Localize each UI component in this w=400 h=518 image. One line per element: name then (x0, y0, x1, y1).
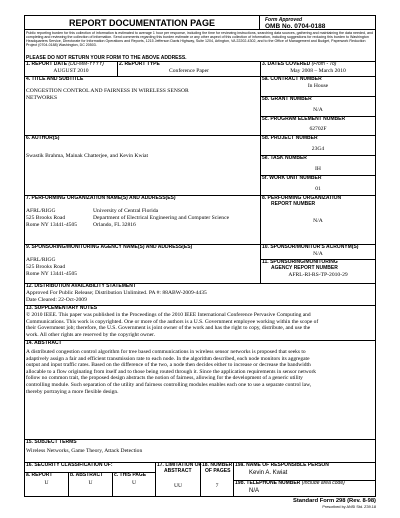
report-class-value: U (44, 480, 49, 486)
sponsor-report-number-value: AFRL-RI-RS-TP-2010-29 (288, 272, 348, 278)
abstract-class-value: U (88, 480, 93, 486)
header-omb-box (259, 15, 376, 30)
performing-report-label-1: 8. PERFORMING ORGANIZATION (262, 195, 342, 201)
performing-org-box (24, 195, 261, 245)
performing-org-left-3: Rome NY 13441-4505 (26, 222, 78, 228)
this-page-class-label: c. THIS PAGE (114, 472, 147, 478)
performing-report-number-box (260, 195, 376, 245)
work-unit-label: 5f. WORK UNIT NUMBER (262, 175, 322, 181)
sponsoring-agency-line-1: AFRL/RIGG (26, 257, 56, 263)
report-documentation-page (24, 15, 376, 507)
limitation-label-2: ABSTRACT (164, 467, 192, 474)
abstract-line-4: allocable to a flow originating from itself and to those being routed through it. Since the application requirements in sensor network (26, 368, 317, 375)
contract-number-label: 5a. CONTRACT NUMBER (262, 76, 322, 82)
report-date-hint: (DD-MM-YYYY) (68, 61, 104, 67)
responsible-person-value: Kevin A. Kwiat (249, 470, 288, 476)
title-line-2: NETWORKS (26, 94, 58, 101)
do-not-return-notice: PLEASE DO NOT RETURN YOUR FORM TO THE ABOVE ADDRESS. (26, 55, 187, 61)
dates-covered-box (260, 61, 376, 77)
sponsor-report-number-box (260, 259, 376, 284)
sponsoring-agency-line-3: Rome NY 13441-4505 (26, 271, 78, 277)
report-type-value: Conference Paper (169, 68, 209, 74)
abstract-line-2: adaptively assign a fair and efficient transmission rate to each node. In the algorithm described, each node monitors its aggregate (26, 355, 310, 362)
supplementary-notes-line-2: Communications. This work is copyrighted. One or more of the authors is a U.S. Government employee working within the scope of (26, 318, 319, 325)
title-line-1: CONGESTION CONTROL AND FAIRNESS IN WIRELESS SENSOR (26, 88, 189, 94)
report-date-box (24, 61, 118, 77)
task-number-value: IH (315, 166, 321, 172)
abstract-line-1: A distributed congestion control algorithm for tree based communications in wireless sensor networks is proposed that seeks to (26, 349, 306, 355)
task-number-label: 5e. TASK NUMBER (262, 155, 307, 161)
performing-org-left-2: 525 Brooks Road (26, 215, 66, 221)
title-subtitle-label: 4. TITLE AND SUBTITLE (26, 76, 84, 82)
abstract-line-6: controlling module. Such separation of the utility and fairness controlling modules enables each one to use a separate control law, (26, 382, 312, 388)
report-date-label: 1. REPORT DATE (26, 61, 68, 67)
subject-terms-label: 15. SUBJECT TERMS (26, 439, 77, 445)
telephone-box (233, 480, 376, 497)
authors-label: 6. AUTHOR(S) (26, 135, 60, 141)
contract-number-box (260, 76, 376, 97)
abstract-class-label: b. ABSTRACT (70, 472, 104, 478)
grant-number-value: N/A (313, 107, 323, 113)
page-title: REPORT DOCUMENTATION PAGE (69, 18, 215, 28)
program-element-value: 62702F (309, 126, 327, 132)
this-page-class-box (112, 472, 156, 497)
abstract-label: 14. ABSTRACT (26, 340, 62, 346)
program-element-box (260, 116, 376, 136)
work-unit-value: 01 (315, 186, 321, 192)
distribution-line-2: Date Cleared: 22-Oct-2009 (26, 297, 87, 303)
performing-org-right-1: University of Central Florida (93, 208, 159, 214)
project-number-box (260, 135, 376, 156)
report-class-box (24, 472, 69, 497)
number-of-pages-label-1: 18. NUMBER (202, 462, 233, 468)
form-approved-label: Form Approved (265, 17, 303, 23)
dates-covered-label: 3. DATES COVERED (262, 61, 311, 67)
responsible-person-label: 19a. NAME OF RESPONSIBLE PERSON (235, 462, 329, 468)
report-class-label: a. REPORT (26, 472, 53, 478)
subject-terms-value: Wireless Networks, Game Theory, Attack Detection (26, 448, 143, 454)
title-subtitle-box (24, 76, 261, 136)
header-title-box (24, 15, 260, 30)
sponsor-acronym-label: 10. SPONSOR/MONITOR'S ACRONYM(S) (262, 244, 359, 250)
limitation-label-1: 17. LIMITATION OF (157, 462, 202, 468)
distribution-line-1: Approved For Public Release; Distribution Unlimited. PA #: 88ABW-2009-4435 (26, 290, 207, 296)
dates-covered-hint: (From - To) (311, 61, 337, 67)
project-number-label: 5d. PROJECT NUMBER (262, 135, 318, 141)
performing-org-left-1: AFRL/RIGG (26, 208, 56, 214)
distribution-label: 12. DISTRIBUTION AVAILABILITY STATEMENT (26, 283, 136, 289)
sponsoring-agency-box (24, 244, 261, 284)
telephone-value: N/A (249, 488, 260, 494)
abstract-class-box (68, 472, 113, 497)
performing-report-label-2: REPORT NUMBER (271, 200, 316, 207)
authors-value: Swastik Brahma, Mainak Chatterjee, and Kevin Kwiat (26, 153, 149, 159)
telephone-hint: (Include area code) (301, 480, 345, 486)
this-page-class-value: U (131, 480, 137, 486)
abstract-line-5: follow no common trait, the proposed design abstracts the notion of fairness, allowing for the development of a generic utility (26, 375, 303, 382)
supplementary-notes-line-3: their Government job; therefore, the U.S. Government is joint owner of the work and has the right to copy, distribute, and use the (26, 325, 311, 332)
telephone-label: 19b. TELEPHONE NUMBER (235, 480, 301, 486)
performing-org-right-3: Orlando, FL 32816 (93, 222, 136, 228)
sponsor-acronym-box (260, 244, 376, 260)
supplementary-notes-line-4: work. All other rights are reserved by the copyright owner. (26, 331, 156, 338)
supplementary-notes-box (24, 305, 376, 341)
abstract-line-3: output and input traffic rates. Based on the difference of the two, a node then decides either to increase or decrease the bandwidth (26, 362, 311, 369)
contract-number-value: In House (307, 83, 329, 89)
abstract-line-7: thereby portraying a more flexible design. (26, 388, 119, 395)
sponsor-acronym-value: N/A (313, 251, 323, 257)
number-of-pages-box (200, 462, 234, 497)
sponsoring-agency-line-2: 525 Brooks Road (26, 264, 66, 270)
security-classification-label: 16. SECURITY CLASSIFICATION OF: (26, 462, 113, 468)
dates-covered-value: May 2008 – March 2010 (290, 68, 346, 74)
sponsor-report-label-2: AGENCY REPORT NUMBER (271, 264, 338, 271)
task-number-box (260, 155, 376, 176)
omb-number: OMB No. 0704-0188 (265, 22, 326, 30)
performing-report-number-value: N/A (313, 218, 323, 224)
project-number-value: 23G4 (311, 146, 325, 152)
authors-box (24, 135, 261, 196)
subject-terms-box (24, 439, 376, 463)
limitation-value: UU (173, 483, 183, 489)
performing-org-right-2: Department of Electrical Engineering and Computer Science (93, 215, 230, 221)
limitation-box (155, 462, 201, 497)
grant-number-box (260, 96, 376, 117)
supplementary-notes-label: 13. SUPPLEMENTARY NOTES (26, 305, 98, 311)
responsible-person-box (233, 462, 376, 481)
standard-form-label: Standard Form 298 (Rev. 8-98) (292, 498, 376, 504)
burden-statement: Public reporting burden for this collection of information is estimated to average 1 hour per response, including the time for reviewing instructions, searching data sources, gathering and maintaining the data needed, and completing and reviewing the collection of information. Send comments regarding this burden estimate or any other aspect of this collection of information, including suggestions for reducing this burden to Washington Headquarters Service, Directorate for Information Operations and Reports, 1215 Jefferson Davis Highway, Suite 1204, Arlington, VA 22202-4302, and to the Office of Management and Budget, Paperwork Reduction Project (0704-0188) Washington, DC 20503. (26, 31, 374, 48)
report-date-value: AUGUST 2010 (53, 68, 89, 74)
performing-org-label: 7. PERFORMING ORGANIZATION NAME(S) AND ADDRESS(ES) (26, 195, 176, 201)
number-of-pages-label-2: OF PAGES (205, 467, 231, 474)
prescribed-by-label: Prescribed by ANSI Std. Z39.18 (322, 505, 376, 509)
supplementary-notes-line-1: © 2010 IEEE. This paper was published in the Proceedings of the 2010 IEEE International Conference Pervasive Computing and (26, 312, 311, 318)
work-unit-box (260, 175, 376, 196)
report-type-box (117, 61, 261, 77)
sponsor-report-label-1: 11. SPONSORING/MONITORING (262, 259, 338, 265)
program-element-label: 5c. PROGRAM ELEMENT NUMBER (262, 116, 346, 122)
sponsoring-agency-label: 9. SPONSORING/MONITORING AGENCY NAME(S) AND ADDRESS(ES) (26, 244, 193, 250)
abstract-box (24, 340, 376, 440)
distribution-box (24, 283, 376, 306)
burden-statement-box (24, 29, 376, 62)
number-of-pages-value: 7 (215, 483, 219, 489)
grant-number-label: 5b. GRANT NUMBER (262, 96, 312, 102)
report-type-label: 2. REPORT TYPE (119, 61, 160, 67)
